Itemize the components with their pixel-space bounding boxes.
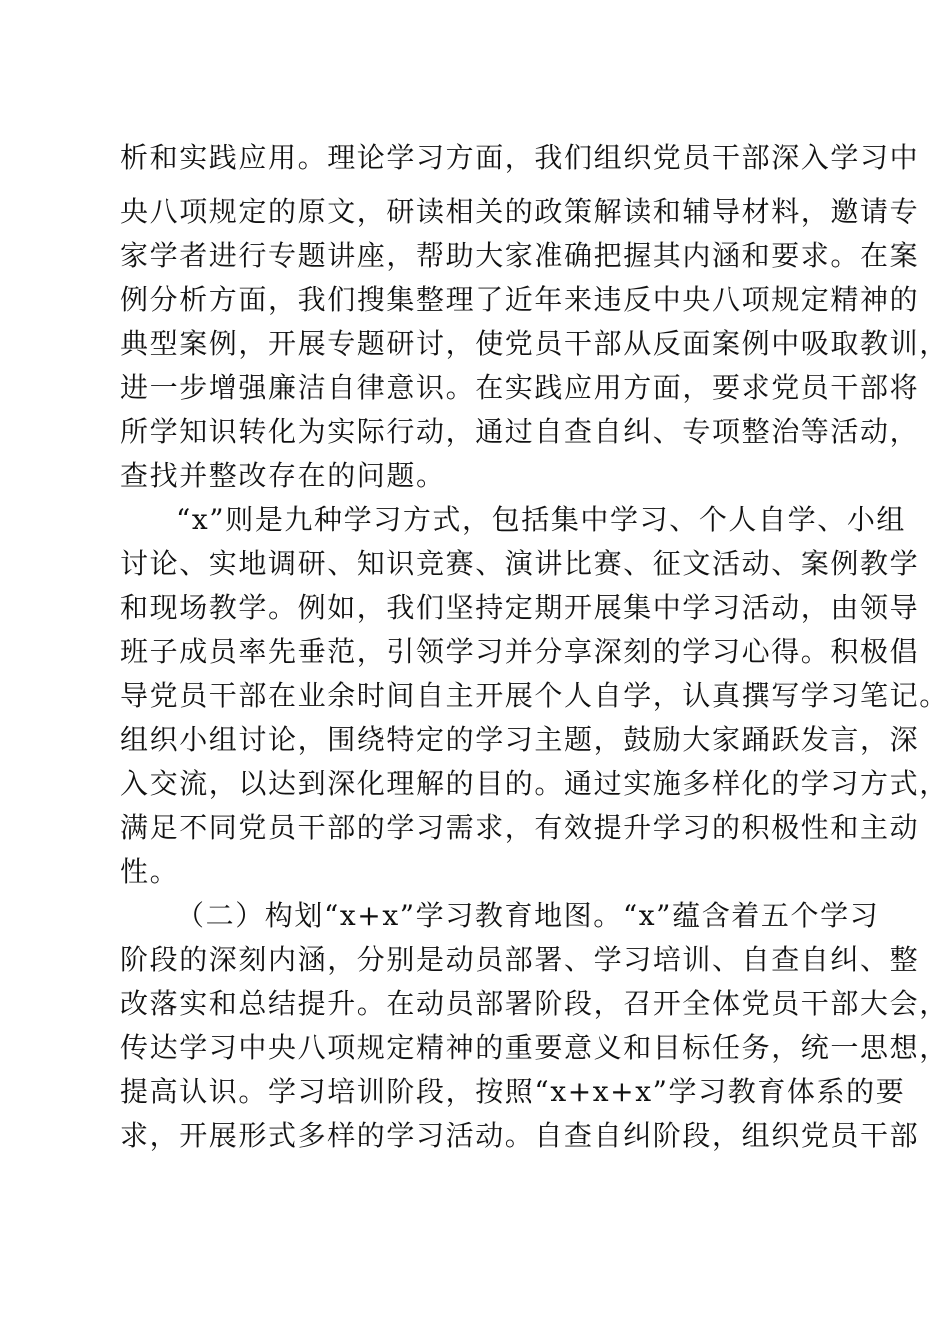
text-line: 进一步增强廉洁自律意识。在实践应用方面，要求党员干部将: [120, 371, 920, 404]
text-line: 组织小组讨论，围绕特定的学习主题，鼓励大家踊跃发言，深: [120, 723, 920, 756]
text-line: 所学知识转化为实际行动，通过自查自纠、专项整治等活动，: [120, 415, 920, 448]
text-line: 央八项规定的原文，研读相关的政策解读和辅导材料，邀请专: [120, 195, 920, 228]
text-line: 求，开展形式多样的学习活动。自查自纠阶段，组织党员干部: [120, 1119, 920, 1152]
text-line: 性。: [120, 855, 180, 888]
text-line: 提高认识。学习培训阶段，按照“x+x+x”学习教育体系的要: [120, 1075, 906, 1108]
text-line: 满足不同党员干部的学习需求，有效提升学习的积极性和主动: [120, 811, 920, 844]
text-line: 改落实和总结提升。在动员部署阶段，召开全体党员干部大会，: [120, 987, 949, 1020]
text-line: 典型案例，开展专题研讨，使党员干部从反面案例中吸取教训，: [120, 327, 949, 360]
text-line: 传达学习中央八项规定精神的重要意义和目标任务，统一思想，: [120, 1031, 949, 1064]
text-line: 析和实践应用。理论学习方面，我们组织党员干部深入学习中: [120, 141, 920, 174]
text-line: 例分析方面，我们搜集整理了近年来违反中央八项规定精神的: [120, 283, 920, 316]
text-line: 导党员干部在业余时间自主开展个人自学，认真撰写学习笔记。: [120, 679, 949, 712]
text-line: 阶段的深刻内涵，分别是动员部署、学习培训、自查自纠、整: [120, 943, 920, 976]
text-line: 和现场教学。例如，我们坚持定期开展集中学习活动，由领导: [120, 591, 920, 624]
section-heading-line: （二）构划“x+x”学习教育地图。“x”蕴含着五个学习: [176, 899, 880, 932]
text-line: 查找并整改存在的问题。: [120, 459, 446, 492]
text-line: 班子成员率先垂范，引领学习并分享深刻的学习心得。积极倡: [120, 635, 920, 668]
text-line: 讨论、实地调研、知识竞赛、演讲比赛、征文活动、案例教学: [120, 547, 920, 580]
text-line: 家学者进行专题讲座，帮助大家准确把握其内涵和要求。在案: [120, 239, 920, 272]
paragraph-first-line: “x”则是九种学习方式，包括集中学习、个人自学、小组: [176, 503, 907, 536]
text-line: 入交流，以达到深化理解的目的。通过实施多样化的学习方式，: [120, 767, 949, 800]
